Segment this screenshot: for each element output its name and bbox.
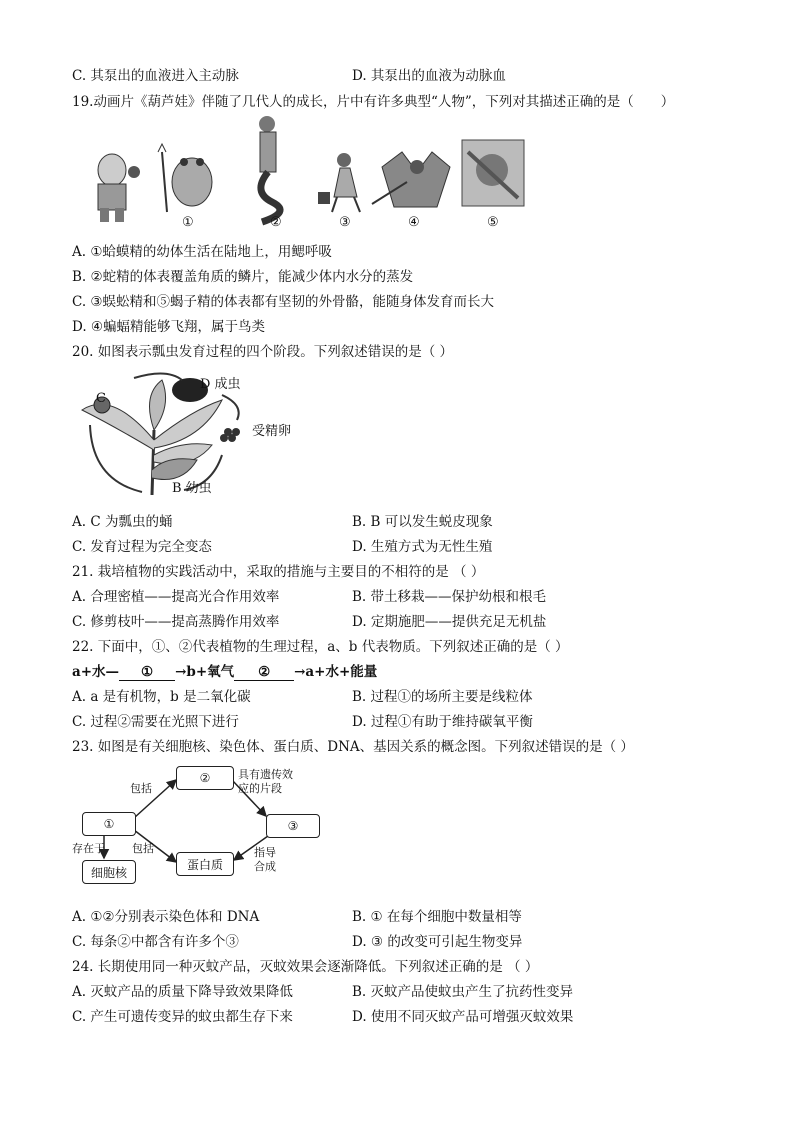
q19-figure [72, 112, 542, 237]
q20-option-c: C. 发育过程为完全变态 [72, 539, 212, 555]
process-1-label: ① [119, 664, 175, 681]
edge-label-include-1: 包括 [130, 782, 152, 795]
q19-option-a: A. ①蛤蟆精的幼体生活在陆地上，用鳃呼吸 [72, 244, 332, 260]
centipede-spirit-image [318, 153, 360, 212]
q24-option-b: B. 灭蚊产品使蚊虫产生了抗药性变异 [352, 984, 574, 1000]
stage-b-label: B 幼虫 [172, 481, 212, 496]
q19-option-c: C. ③蜈蚣精和⑤蝎子精的体表都有坚韧的外骨骼，能随身体发育而长大 [72, 294, 495, 310]
q20-ladybug-figure [72, 370, 312, 500]
q24-stem: 24. 长期使用同一种灭蚊产品，灭蚊效果会逐渐降低。下列叙述正确的是 （ ） [72, 959, 539, 975]
equation-left: a+水— [72, 664, 120, 680]
fertilized-egg-label: 受精卵 [252, 424, 292, 439]
q21-option-d: D. 定期施肥——提供充足无机盐 [352, 614, 547, 630]
node-protein: 蛋白质 [176, 852, 234, 876]
q23-option-d: D. ③ 的改变可引起生物变异 [352, 934, 523, 950]
q21-option-a: A. 合理密植——提高光合作用效率 [72, 589, 280, 605]
process-2-label: ② [234, 664, 294, 681]
snake-spirit-image [259, 116, 280, 222]
node-2: ② [176, 766, 234, 790]
q20-option-b: B. B 可以发生蜕皮现象 [352, 514, 493, 530]
q21-option-b: B. 带土移栽——保护幼根和根毛 [352, 589, 547, 605]
q23-option-c: C. 每条②中都含有许多个③ [72, 934, 239, 950]
node-1: ① [82, 812, 136, 836]
stage-d-label: D 成虫 [200, 377, 241, 392]
edge-label-guide-1: 指导 [254, 846, 276, 859]
q23-option-a: A. ①②分别表示染色体和 DNA [72, 909, 260, 925]
q22-option-a: A. a 是有机物，b 是二氧化碳 [72, 689, 251, 705]
bat-spirit-image [372, 152, 450, 207]
figure-label-1: ① [182, 215, 194, 230]
calabash-boy-image [98, 154, 140, 222]
q23-option-b: B. ① 在每个细胞中数量相等 [352, 909, 522, 925]
figure-label-3: ③ [339, 215, 351, 230]
q18-option-c: C. 其泵出的血液进入主动脉 [72, 68, 239, 84]
q19-option-d: D. ④蝙蝠精能够飞翔，属于鸟类 [72, 319, 266, 335]
q22-equation [72, 660, 377, 681]
edge-label-guide-2: 合成 [254, 860, 276, 873]
scorpion-spirit-image [462, 140, 524, 206]
q21-option-c: C. 修剪枝叶——提高蒸腾作用效率 [72, 614, 280, 630]
q22-option-b: B. 过程①的场所主要是线粒体 [352, 689, 533, 705]
stage-c-label: C [96, 391, 106, 406]
figure-label-2: ② [270, 215, 282, 230]
q24-option-c: C. 产生可遗传变异的蚊虫都生存下来 [72, 1009, 293, 1025]
node-3: ③ [266, 814, 320, 838]
q20-stem: 20. 如图表示瓢虫发育过程的四个阶段。下列叙述错误的是（ ） [72, 344, 454, 360]
edge-label-gene-1: 具有遗传效 [238, 768, 293, 781]
edge-label-gene-2: 应的片段 [238, 782, 282, 795]
q20-option-a: A. C 为瓢虫的蛹 [72, 514, 173, 530]
node-nucleus: 细胞核 [82, 860, 136, 884]
q18-option-d: D. 其泵出的血液为动脉血 [352, 68, 506, 84]
q23-concept-map [72, 760, 332, 890]
equation-middle: →b+氧气 [175, 664, 235, 680]
q19-stem: 19.动画片《葫芦娃》伴随了几代人的成长，片中有许多典型“人物”，下列对其描述正确的是（ ） [72, 94, 675, 110]
toad-spirit-image [158, 144, 212, 212]
q24-option-a: A. 灭蚊产品的质量下降导致效果降低 [72, 984, 293, 1000]
q20-option-d: D. 生殖方式为无性生殖 [352, 539, 493, 555]
q22-option-c: C. 过程②需要在光照下进行 [72, 714, 239, 730]
edge-label-exist: 存在于 [72, 842, 105, 855]
q22-stem: 22. 下面中，①、②代表植物的生理过程，a、b 代表物质。下列叙述正确的是（ ） [72, 639, 569, 655]
q22-option-d: D. 过程①有助于维持碳氧平衡 [352, 714, 533, 730]
edge-label-include-2: 包括 [132, 842, 154, 855]
figure-label-5: ⑤ [487, 215, 499, 230]
q23-stem: 23. 如图是有关细胞核、染色体、蛋白质、DNA、基因关系的概念图。下列叙述错误的是（ ） [72, 739, 634, 755]
q24-option-d: D. 使用不同灭蚊产品可增强灭蚊效果 [352, 1009, 574, 1025]
q19-option-b: B. ②蛇精的体表覆盖角质的鳞片，能减少体内水分的蒸发 [72, 269, 414, 285]
q21-stem: 21. 栽培植物的实践活动中，采取的措施与主要目的不相符的是 （ ） [72, 564, 485, 580]
figure-label-4: ④ [408, 215, 420, 230]
equation-right: →a+水+能量 [294, 664, 378, 680]
